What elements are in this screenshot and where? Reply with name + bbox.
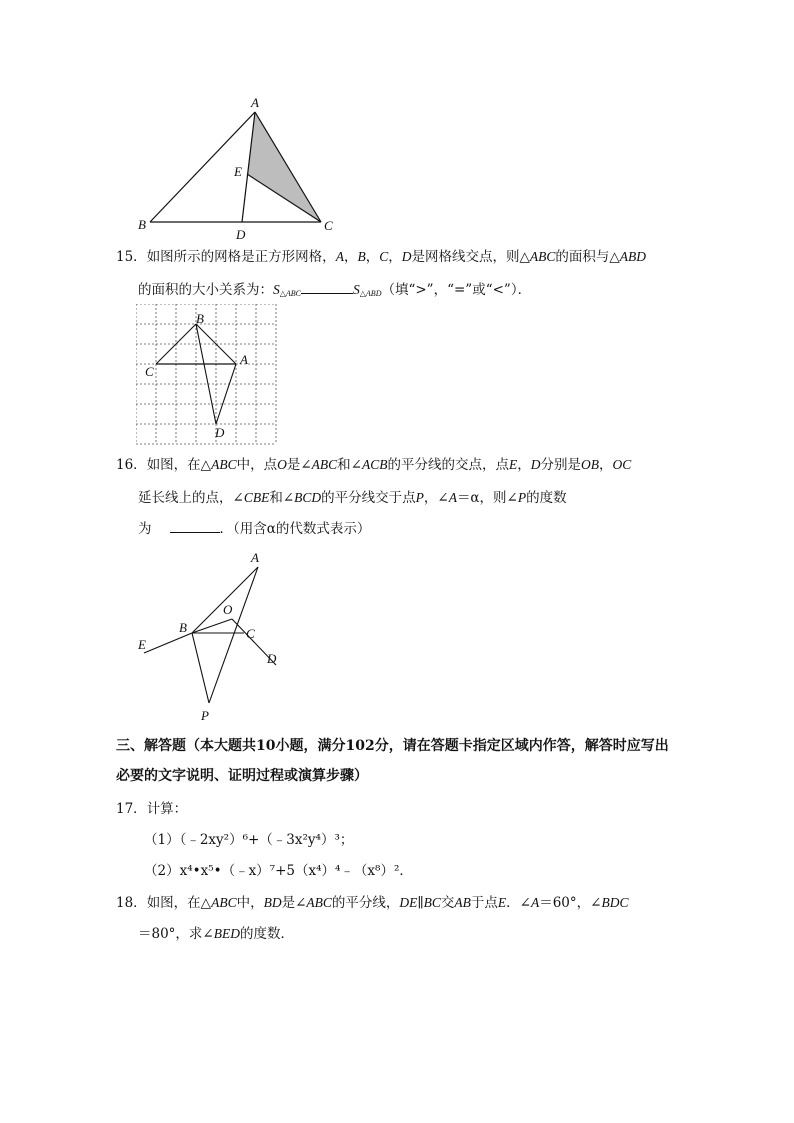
segment-bp — [192, 633, 209, 703]
label-c: C — [324, 218, 333, 233]
answer-blank[interactable] — [170, 519, 220, 533]
ray-eb — [144, 633, 192, 653]
q16-line2: 延长线上的点，∠CBE和∠BCD的平分线交于点P，∠A＝α，则∠P的度数 — [138, 490, 567, 506]
q16-line3: 为 ．（用含α的代数式表示） — [138, 521, 371, 537]
label-e: E — [234, 164, 242, 179]
label-c: C — [145, 364, 154, 379]
q15-line1: 15．如图所示的网格是正方形网格，A，B，C，D是网格线交点，则△ABC的面积与△ABD — [116, 249, 646, 265]
section3-heading-line1: 三、解答题（本大题共10小题，满分102分，请在答题卡指定区域内作答，解答时应写出 — [116, 738, 669, 754]
segment-bo — [192, 619, 232, 633]
q17-title: 17．计算： — [116, 801, 188, 817]
shaded-triangle-aec — [247, 112, 321, 222]
label-o: O — [223, 602, 233, 617]
label-b: B — [196, 311, 204, 326]
label-c: C — [246, 626, 255, 641]
figure-triangle-abc-shaded — [130, 92, 350, 242]
label-d: D — [236, 227, 246, 242]
q15-line2: 的面积的大小关系为：$S_{\triangle ABC}$ $S_{\triangle ABD}$（填“>”，“=”或“<”）． — [138, 282, 532, 298]
q18-line2: ＝80°，求∠BED的度数． — [138, 926, 294, 942]
figure-grid-abcd — [136, 304, 282, 446]
label-b: B — [138, 217, 146, 232]
label-b: B — [179, 620, 187, 635]
segment-bd — [196, 324, 216, 424]
label-d: D — [215, 425, 225, 440]
answer-blank[interactable] — [301, 280, 353, 294]
q18-line1: 18．如图，在△ABC中，BD是∠ABC的平分线，DE∥BC交AB于点E．∠A＝60°，∠BDC — [116, 895, 629, 911]
label-e: E — [138, 637, 146, 652]
label-d: D — [267, 651, 277, 666]
q17-item1: （1）（﹣2xy²）⁶+（﹣3x²y⁴）³； — [144, 832, 354, 848]
segment-ab — [192, 567, 258, 633]
segment-ad — [216, 364, 236, 424]
q17-item2: （2）x⁴•x⁵•（﹣x）⁷+5（x⁴）⁴﹣（x⁸）²． — [144, 863, 413, 879]
section3-heading-line2: 必要的文字说明、证明过程或演算步骤） — [116, 768, 368, 784]
label-a: A — [240, 352, 248, 367]
q16-line1: 16．如图，在△ABC中，点O是∠ABC和∠ACB的平分线的交点，点E，D分别是OB，OC — [116, 457, 632, 473]
figure-angle-bisectors — [134, 548, 294, 728]
label-a: A — [251, 95, 259, 110]
label-a: A — [251, 550, 259, 565]
label-p: P — [201, 708, 209, 723]
